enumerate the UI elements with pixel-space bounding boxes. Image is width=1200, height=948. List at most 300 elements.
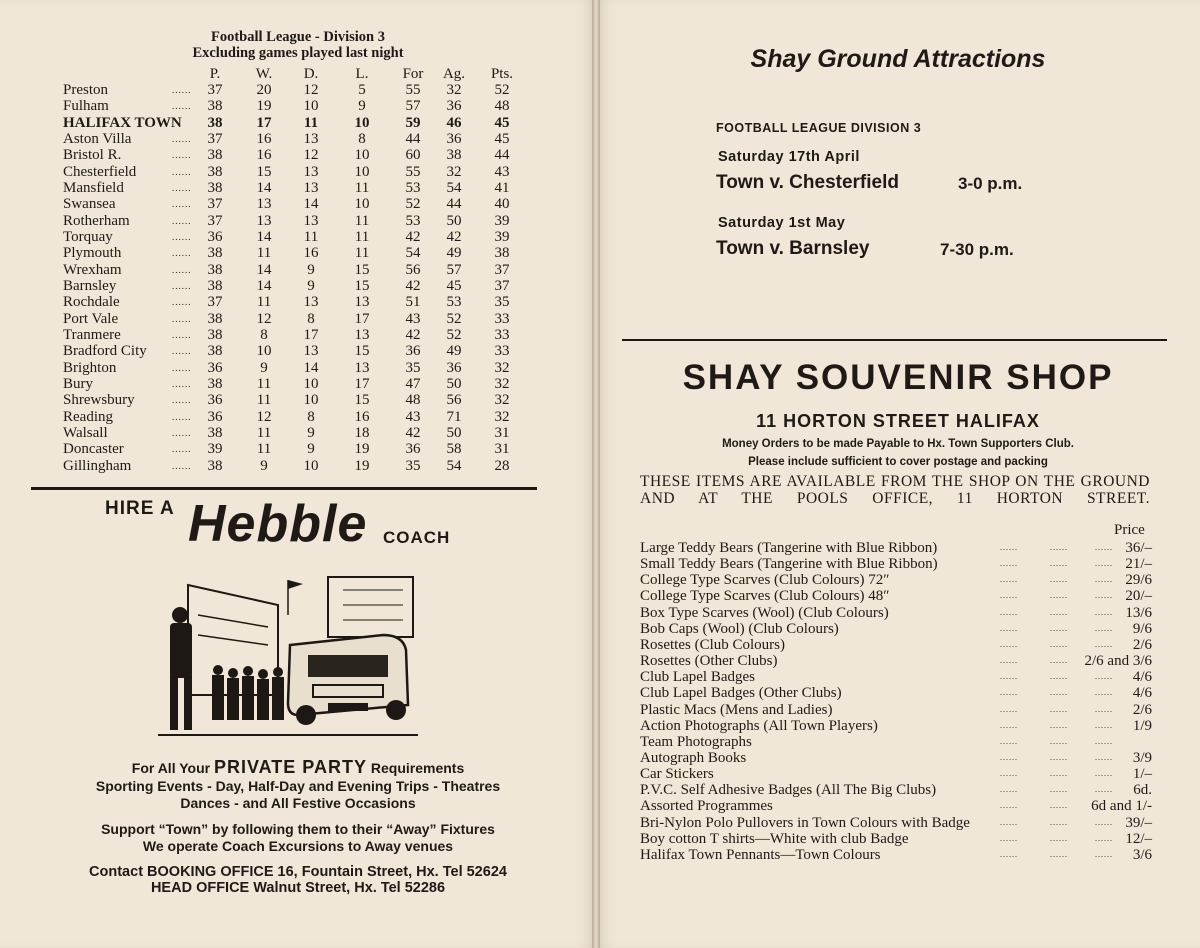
cell-w: 9 <box>260 359 268 376</box>
ad-line-support: Support “Town” by following them to their “Away” Fixtures <box>101 821 495 837</box>
league-row <box>0 360 596 376</box>
cell-f: 42 <box>405 277 421 294</box>
leader-dots: ...... <box>172 329 192 340</box>
shop-item-name: Assorted Programmes <box>640 798 773 815</box>
cell-a: 32 <box>446 82 462 98</box>
leader-dots: ...... <box>172 313 192 324</box>
cell-f: 53 <box>405 212 421 229</box>
cell-f: 42 <box>405 326 421 343</box>
cell-w: 14 <box>256 179 272 196</box>
cell-f: 48 <box>405 392 421 409</box>
col-drawn: D. <box>303 66 319 82</box>
cell-p: 38 <box>207 375 223 392</box>
shop-item <box>640 831 1152 847</box>
leader-dots: ...... <box>172 166 192 177</box>
cell-a: 56 <box>446 392 462 409</box>
leader-dots: ...... <box>1095 817 1113 827</box>
cell-p: 39 <box>207 441 223 458</box>
shop-item-price: 9/6 <box>1132 620 1152 637</box>
cell-a: 36 <box>446 130 462 147</box>
leader-dots: ...... <box>1000 785 1018 795</box>
cell-w: 14 <box>256 261 272 278</box>
cell-a: 32 <box>446 163 462 180</box>
cell-p: 38 <box>207 277 223 294</box>
cell-w: 15 <box>256 163 272 180</box>
cell-pts: 40 <box>494 196 510 213</box>
cell-l: 16 <box>354 408 370 425</box>
cell-f: 42 <box>405 424 421 441</box>
shop-item-price: 4/6 <box>1132 669 1152 686</box>
shop-item-price: 2/6 <box>1132 701 1152 718</box>
cell-pts: 41 <box>494 179 510 196</box>
cell-d: 11 <box>303 228 319 245</box>
cell-l: 11 <box>354 245 370 262</box>
private-party-pre: For All Your <box>131 760 211 776</box>
cell-p: 38 <box>207 310 223 327</box>
shop-item <box>640 782 1152 798</box>
leader-dots: ...... <box>1050 688 1068 698</box>
cell-d: 10 <box>303 457 319 474</box>
shop-item-price: 20/– <box>1125 588 1152 605</box>
leader-dots: ...... <box>172 264 192 275</box>
league-row <box>0 376 596 392</box>
cell-pts: 33 <box>494 343 510 360</box>
cell-p: 36 <box>207 228 223 245</box>
leader-dots: ...... <box>172 248 192 259</box>
shop-item-name: Halifax Town Pennants—Town Colours <box>640 846 881 863</box>
cell-d: 10 <box>303 375 319 392</box>
cell-a: 52 <box>446 310 462 327</box>
cell-d: 13 <box>303 163 319 180</box>
cell-a: 45 <box>446 277 462 294</box>
ad-line-sporting: Sporting Events - Day, Half-Day and Evening Trips - Theatres <box>95 778 501 794</box>
cell-d: 10 <box>303 392 319 409</box>
league-row <box>0 425 596 441</box>
team-name: Barnsley <box>63 277 117 294</box>
cell-l: 11 <box>354 179 370 196</box>
cell-pts: 32 <box>494 408 510 425</box>
leader-dots: ...... <box>1095 849 1113 859</box>
cell-l: 8 <box>358 130 366 147</box>
shop-item-price: 4/6 <box>1132 685 1152 702</box>
leader-dots: ...... <box>1000 656 1018 666</box>
leader-dots: ...... <box>172 460 192 471</box>
leader-dots: ...... <box>1000 752 1018 762</box>
shop-item-name: Small Teddy Bears (Tangerine with Blue Ribbon) <box>640 556 938 573</box>
leader-dots: ...... <box>1000 623 1018 633</box>
cell-pts: 31 <box>494 424 510 441</box>
cell-pts: 32 <box>494 392 510 409</box>
league-row <box>0 392 596 408</box>
cell-f: 52 <box>405 196 421 213</box>
leader-dots: ...... <box>172 133 192 144</box>
shop-address: 11 HORTON STREET HALIFAX <box>756 411 1040 431</box>
shop-item-price: 3/6 <box>1132 846 1152 863</box>
team-name: Walsall <box>63 424 108 441</box>
cell-d: 9 <box>307 441 315 458</box>
col-played: P. <box>209 66 221 82</box>
leader-dots: ...... <box>1095 543 1113 552</box>
team-name: Torquay <box>63 228 113 245</box>
cell-w: 14 <box>256 228 272 245</box>
team-name: Shrewsbury <box>63 392 135 409</box>
cell-w: 19 <box>256 98 272 115</box>
cell-d: 13 <box>303 343 319 360</box>
cell-w: 9 <box>260 457 268 474</box>
cell-d: 9 <box>307 261 315 278</box>
cell-l: 15 <box>354 277 370 294</box>
cell-f: 53 <box>405 179 421 196</box>
fixtures-league-heading: FOOTBALL LEAGUE DIVISION 3 <box>716 121 922 135</box>
leader-dots: ...... <box>1000 639 1018 649</box>
cell-f: 54 <box>405 245 421 262</box>
league-row <box>0 409 596 425</box>
private-party-post: Requirements <box>370 760 465 776</box>
leader-dots: ...... <box>1000 575 1018 585</box>
cell-pts: 33 <box>494 310 510 327</box>
cell-p: 38 <box>207 179 223 196</box>
shop-item-price: 21/– <box>1125 556 1152 573</box>
cell-w: 14 <box>256 277 272 294</box>
cell-l: 13 <box>354 294 370 311</box>
team-name: Fulham <box>63 98 109 115</box>
hire-a-text: HIRE A <box>105 498 175 519</box>
cell-p: 37 <box>207 130 223 147</box>
cell-pts: 37 <box>494 261 510 278</box>
leader-dots: ...... <box>1095 704 1113 714</box>
shop-item-price: 1/– <box>1132 766 1152 783</box>
team-name: Gillingham <box>63 457 132 474</box>
leader-dots: ...... <box>1095 752 1113 762</box>
cell-pts: 31 <box>494 441 510 458</box>
shop-item-name: Rosettes (Other Clubs) <box>640 653 778 670</box>
leader-dots: ...... <box>1050 704 1068 714</box>
team-name: Mansfield <box>63 179 124 196</box>
shop-note-postage: Please include sufficient to cover postage and packing <box>748 456 1048 468</box>
leader-dots: ...... <box>1050 817 1068 827</box>
cell-f: 42 <box>405 228 421 245</box>
hebble-logo: Hebble <box>188 495 368 553</box>
fixture-time-2: 7-30 p.m. <box>940 240 1014 259</box>
col-lost: L. <box>355 66 369 82</box>
cell-p: 38 <box>207 343 223 360</box>
leader-dots: ...... <box>1095 769 1113 779</box>
cell-a: 50 <box>446 424 462 441</box>
divider-right <box>622 339 1167 341</box>
shop-item-price: 1/9 <box>1132 717 1152 734</box>
cell-w: 13 <box>256 196 272 213</box>
team-name: Tranmere <box>63 326 121 343</box>
cell-pts: 52 <box>494 82 510 98</box>
team-name: Plymouth <box>63 245 122 262</box>
ad-line-booking: Contact BOOKING OFFICE 16, Fountain Street, Hx. Tel 52624 <box>89 864 507 880</box>
cell-w: 11 <box>256 294 272 311</box>
cell-f: 47 <box>405 375 421 392</box>
cell-a: 50 <box>446 212 462 229</box>
shop-item-name: Bri-Nylon Polo Pullovers in Town Colours with Badge <box>640 814 970 831</box>
fixture-time-1: 3-0 p.m. <box>958 174 1023 193</box>
price-header: Price <box>1114 522 1145 538</box>
cell-pts: 32 <box>494 375 510 392</box>
cell-d: 13 <box>303 179 319 196</box>
cell-w: 11 <box>256 441 272 458</box>
cell-l: 13 <box>354 359 370 376</box>
league-row <box>0 213 596 229</box>
cell-p: 37 <box>207 196 223 213</box>
cell-l: 15 <box>354 343 370 360</box>
cell-l: 19 <box>354 457 370 474</box>
cell-d: 12 <box>303 82 319 98</box>
leader-dots: ...... <box>1050 833 1068 843</box>
leader-dots: ...... <box>1095 639 1113 649</box>
cell-pts: 37 <box>494 277 510 294</box>
team-name: Chesterfield <box>63 163 137 180</box>
leader-dots: ...... <box>1000 688 1018 698</box>
cell-p: 38 <box>207 163 223 180</box>
cell-p: 38 <box>207 98 223 115</box>
leader-dots: ...... <box>172 427 192 438</box>
shop-item-name: Club Lapel Badges <box>640 669 755 686</box>
private-party-line <box>0 759 596 777</box>
cell-w: 12 <box>256 408 272 425</box>
shop-item <box>640 653 1152 669</box>
league-row <box>0 278 596 294</box>
league-row <box>0 441 596 457</box>
leader-dots: ...... <box>1000 607 1018 617</box>
leader-dots: ...... <box>1000 672 1018 682</box>
cell-p: 36 <box>207 359 223 376</box>
team-name: Reading <box>63 408 113 425</box>
league-title: Football League - Division 3 <box>210 29 385 45</box>
leader-dots: ...... <box>1050 736 1068 746</box>
shop-item-name: P.V.C. Self Adhesive Badges (All The Big Clubs) <box>640 782 937 799</box>
shop-item <box>640 572 1152 588</box>
leader-dots: ...... <box>1050 543 1068 552</box>
leader-dots: ...... <box>172 231 192 242</box>
league-row <box>0 311 596 327</box>
cell-pts: 45 <box>494 114 510 131</box>
league-column-headers <box>0 66 596 82</box>
shop-item <box>640 798 1152 814</box>
team-name: Rochdale <box>63 294 120 311</box>
shop-item <box>640 702 1152 718</box>
leader-dots: ...... <box>1000 833 1018 843</box>
cell-w: 11 <box>256 245 272 262</box>
cell-w: 11 <box>256 424 272 441</box>
leader-dots: ...... <box>1050 607 1068 617</box>
shop-title: SHAY SOUVENIR SHOP <box>682 358 1114 397</box>
cell-pts: 39 <box>494 228 510 245</box>
cell-d: 13 <box>303 130 319 147</box>
leader-dots: ...... <box>1000 720 1018 730</box>
shop-item <box>640 556 1152 572</box>
shop-item-name: Box Type Scarves (Wool) (Club Colours) <box>640 604 889 621</box>
col-won: W. <box>255 66 273 82</box>
cell-f: 36 <box>405 343 421 360</box>
leader-dots: ...... <box>172 215 192 226</box>
cell-d: 9 <box>307 424 315 441</box>
col-against: Ag. <box>442 66 466 82</box>
shop-item <box>640 621 1152 637</box>
leader-dots: ...... <box>1000 591 1018 601</box>
fixture-match-2: Town v. Barnsley <box>716 238 870 259</box>
cell-d: 8 <box>307 408 315 425</box>
cell-p: 37 <box>207 82 223 98</box>
cell-l: 15 <box>354 392 370 409</box>
team-name: Bradford City <box>63 343 147 360</box>
leader-dots: ...... <box>1095 575 1113 585</box>
coach-illustration <box>158 575 418 745</box>
cell-p: 38 <box>207 326 223 343</box>
cell-l: 13 <box>354 326 370 343</box>
leader-dots: ...... <box>1050 639 1068 649</box>
cell-pts: 28 <box>494 457 510 474</box>
shop-item-name: Large Teddy Bears (Tangerine with Blue Ribbon) <box>640 540 938 556</box>
shop-item <box>640 734 1152 750</box>
cell-p: 38 <box>207 261 223 278</box>
cell-f: 36 <box>405 441 421 458</box>
shop-item-name: Autograph Books <box>640 749 747 766</box>
leader-dots: ...... <box>1095 785 1113 795</box>
team-name: Preston <box>63 82 108 98</box>
leader-dots: ...... <box>172 395 192 406</box>
league-row <box>0 180 596 196</box>
cell-l: 17 <box>354 310 370 327</box>
cell-p: 36 <box>207 392 223 409</box>
cell-w: 13 <box>256 212 272 229</box>
leader-dots: ...... <box>1050 591 1068 601</box>
shop-item-name: Team Photographs <box>640 733 752 750</box>
leader-dots: ...... <box>1000 736 1018 746</box>
shop-item-price: 13/6 <box>1125 604 1152 621</box>
leader-dots: ...... <box>172 85 192 95</box>
leader-dots: ...... <box>1050 769 1068 779</box>
shop-item <box>640 588 1152 604</box>
team-name: Port Vale <box>63 310 119 327</box>
cell-d: 12 <box>303 147 319 164</box>
shop-item <box>640 540 1152 556</box>
cell-a: 36 <box>446 359 462 376</box>
leader-dots: ...... <box>1000 543 1018 552</box>
cell-l: 10 <box>354 147 370 164</box>
cell-d: 14 <box>303 196 319 213</box>
team-name: Bristol R. <box>63 147 122 164</box>
league-row <box>0 82 596 98</box>
cell-pts: 43 <box>494 163 510 180</box>
cell-d: 16 <box>303 245 319 262</box>
cell-l: 17 <box>354 375 370 392</box>
leader-dots: ...... <box>1050 623 1068 633</box>
cell-p: 36 <box>207 408 223 425</box>
shop-item-name: College Type Scarves (Club Colours) 72″ <box>640 572 890 589</box>
cell-d: 9 <box>307 277 315 294</box>
cell-l: 10 <box>354 163 370 180</box>
cell-l: 10 <box>354 114 370 131</box>
col-for: For <box>402 66 424 82</box>
cell-a: 57 <box>446 261 462 278</box>
cell-pts: 45 <box>494 130 510 147</box>
leader-dots: ...... <box>1050 785 1068 795</box>
cell-f: 56 <box>405 261 421 278</box>
leader-dots: ...... <box>1095 623 1113 633</box>
shop-item <box>640 750 1152 766</box>
league-row <box>0 245 596 261</box>
leader-dots: ...... <box>172 362 192 373</box>
cell-p: 37 <box>207 212 223 229</box>
shop-item <box>640 718 1152 734</box>
leader-dots: ...... <box>1095 672 1113 682</box>
team-name: Rotherham <box>63 212 130 229</box>
cell-p: 38 <box>207 147 223 164</box>
leader-dots: ...... <box>172 182 192 193</box>
cell-p: 38 <box>207 114 223 131</box>
cell-pts: 44 <box>494 147 510 164</box>
col-points: Pts. <box>490 66 514 82</box>
cell-f: 35 <box>405 457 421 474</box>
cell-pts: 39 <box>494 212 510 229</box>
cell-f: 44 <box>405 130 421 147</box>
cell-f: 35 <box>405 359 421 376</box>
cell-l: 5 <box>358 82 366 98</box>
team-name: HALIFAX TOWN <box>63 114 182 131</box>
team-name: Wrexham <box>63 261 122 278</box>
shop-availability: THESE ITEMS ARE AVAILABLE FROM THE SHOP ON THE GROUND AND AT THE POOLS OFFICE, 11 HORTON STREET. <box>640 473 1150 507</box>
cell-a: 42 <box>446 228 462 245</box>
leader-dots: ...... <box>1095 591 1113 601</box>
fixture-date-1: Saturday 17th April <box>718 149 860 165</box>
league-row <box>0 131 596 147</box>
cell-l: 9 <box>358 98 366 115</box>
shop-item-name: College Type Scarves (Club Colours) 48″ <box>640 588 890 605</box>
cell-a: 58 <box>446 441 462 458</box>
leader-dots: ...... <box>172 199 192 210</box>
leader-dots: ...... <box>1000 559 1018 569</box>
coach-text: COACH <box>383 528 451 547</box>
cell-d: 11 <box>303 114 319 131</box>
ad-line-dances: Dances - and All Festive Occasions <box>180 795 416 811</box>
cell-a: 54 <box>446 179 462 196</box>
leader-dots: ...... <box>1095 833 1113 843</box>
cell-w: 17 <box>256 114 272 131</box>
cell-d: 17 <box>303 326 319 343</box>
team-name: Brighton <box>63 359 117 376</box>
team-name: Swansea <box>63 196 116 213</box>
leader-dots: ...... <box>1000 817 1018 827</box>
league-row <box>0 262 596 278</box>
shop-item <box>640 637 1152 653</box>
cell-f: 57 <box>405 98 421 115</box>
league-row <box>0 98 596 114</box>
leader-dots: ...... <box>1050 752 1068 762</box>
cell-p: 38 <box>207 245 223 262</box>
cell-w: 8 <box>260 326 268 343</box>
private-party-big: PRIVATE PARTY <box>213 757 367 777</box>
shop-item <box>640 847 1152 863</box>
leader-dots: ...... <box>1095 607 1113 617</box>
cell-a: 44 <box>446 196 462 213</box>
cell-l: 18 <box>354 424 370 441</box>
league-row <box>0 327 596 343</box>
cell-f: 43 <box>405 310 421 327</box>
league-row <box>0 294 596 310</box>
cell-w: 16 <box>256 147 272 164</box>
cell-d: 13 <box>303 212 319 229</box>
leader-dots: ...... <box>172 444 192 455</box>
league-row <box>0 343 596 359</box>
ad-line-excursions: We operate Coach Excursions to Away venues <box>142 838 454 854</box>
cell-a: 53 <box>446 294 462 311</box>
cell-d: 10 <box>303 98 319 115</box>
